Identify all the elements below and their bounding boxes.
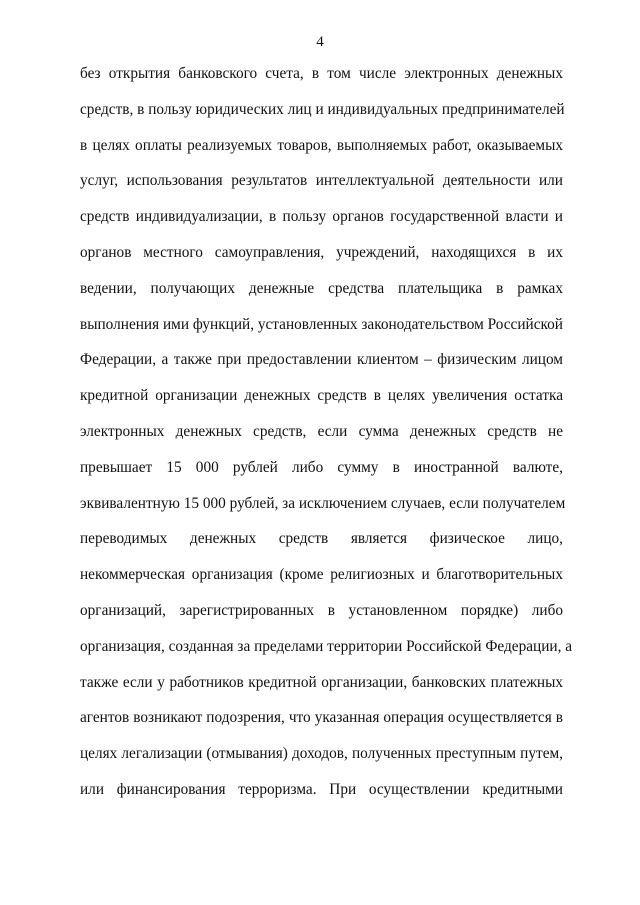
text-line: переводимых денежных средств является физическое лицо, <box>80 530 563 548</box>
text-line: органов местного самоуправления, учреждений, находящихся в их <box>80 243 563 261</box>
text-line: эквивалентную 15 000 рублей, за исключением случаев, если получателем <box>80 494 566 512</box>
text-line: кредитной организации денежных средств в целях увеличения остатка <box>80 387 563 405</box>
page-number: 4 <box>316 34 324 50</box>
text-line: выполнения ими функций, установленных законодательством Российской <box>80 315 563 333</box>
text-line: также если у работников кредитной организации, банковских платежных <box>80 673 563 691</box>
text-line: средств индивидуализации, в пользу органов государственной власти и <box>80 208 563 226</box>
text-line: или финансирования терроризма. При осуществлении кредитными <box>80 780 563 798</box>
text-line: агентов возникают подозрения, что указанная операция осуществляется в <box>80 709 563 727</box>
text-line: организация, созданная за пределами территории Российской Федерации, а <box>80 637 573 655</box>
document-body <box>80 64 573 816</box>
text-line: ведении, получающих денежные средства плательщика в рамках <box>80 279 563 297</box>
text-line: целях легализации (отмывания) доходов, полученных преступным путем, <box>80 745 563 763</box>
text-line: Федерации, а также при предоставлении клиентом – физическим лицом <box>80 351 563 369</box>
text-line: организаций, зарегистрированных в установленном порядке) либо <box>80 601 563 619</box>
text-line: электронных денежных средств, если сумма денежных средств не <box>80 422 563 440</box>
text-line: средств, в пользу юридических лиц и индивидуальных предпринимателей <box>80 100 565 118</box>
text-line: некоммерческая организация (кроме религиозных и благотворительных <box>80 566 563 584</box>
text-line: превышает 15 000 рублей либо сумму в иностранной валюте, <box>80 458 563 476</box>
text-line: в целях оплаты реализуемых товаров, выполняемых работ, оказываемых <box>80 136 563 154</box>
text-line: услуг, использования результатов интеллектуальной деятельности или <box>80 172 563 190</box>
text-line: без открытия банковского счета, в том числе электронных денежных <box>80 65 563 82</box>
